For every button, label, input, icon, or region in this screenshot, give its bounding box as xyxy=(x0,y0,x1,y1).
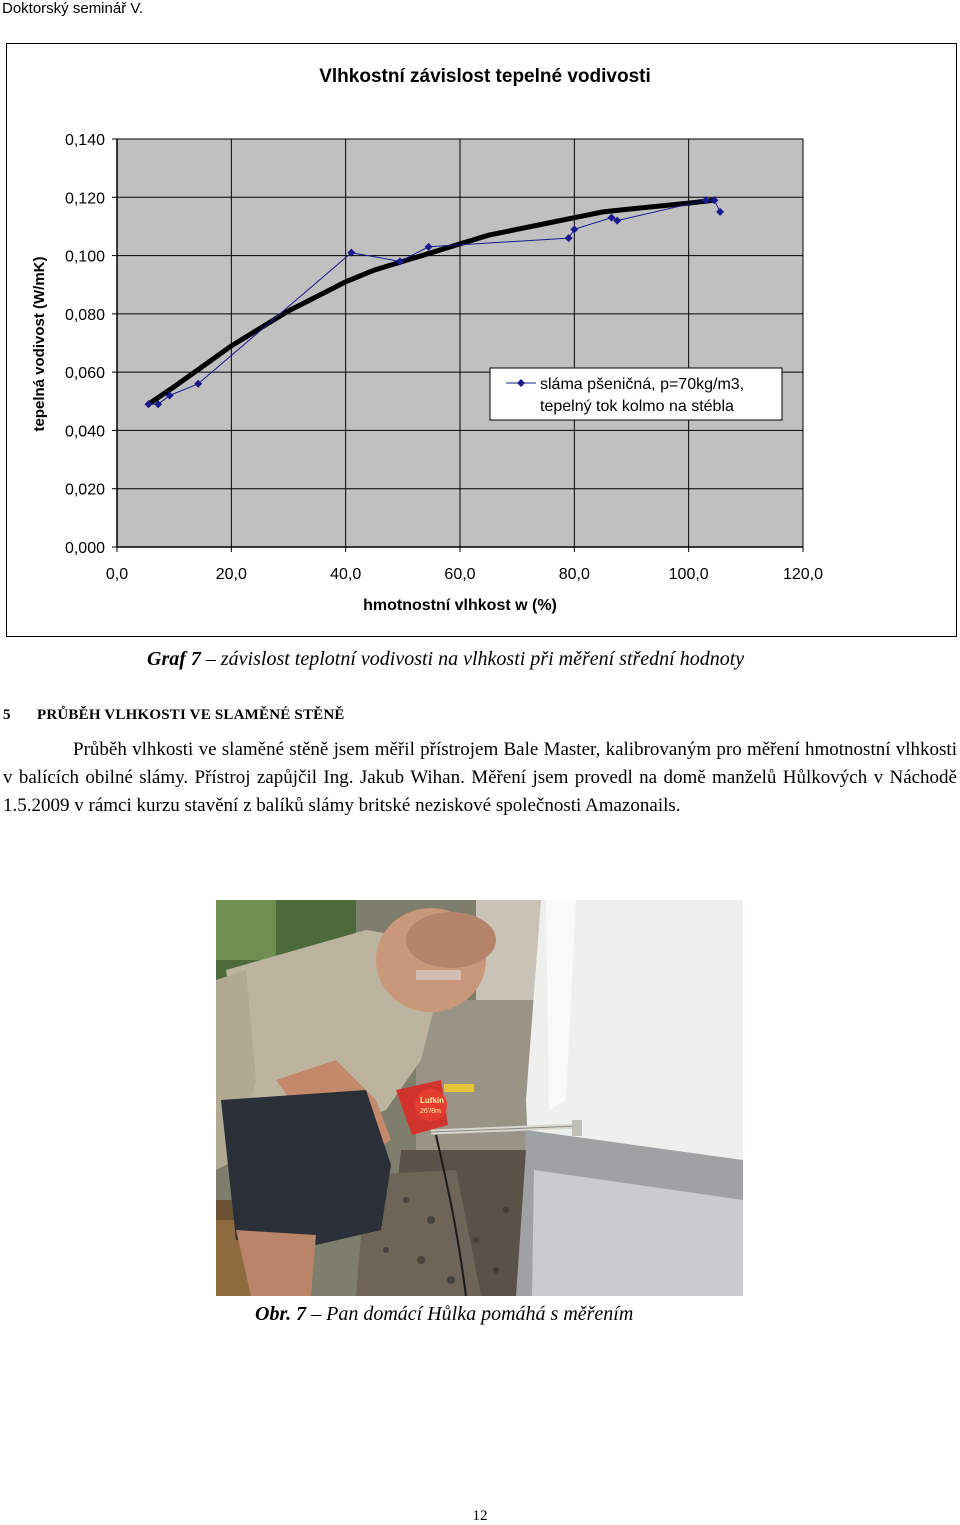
x-tick-label: 0,0 xyxy=(105,566,129,583)
y-tick-label: 0,120 xyxy=(64,190,105,208)
figure-caption-label: Graf 7 xyxy=(147,648,201,670)
y-tick-label: 0,020 xyxy=(64,481,105,499)
x-tick-label: 20,0 xyxy=(215,566,247,583)
x-tick-label: 80,0 xyxy=(558,566,590,583)
section-heading xyxy=(3,707,345,724)
figure-caption-text: – závislost teplotní vodivosti na vlhkosti při měření střední hodnoty xyxy=(200,648,745,670)
legend-entry-line-2: tepelný tok kolmo na stébla xyxy=(540,398,734,415)
y-tick-label: 0,080 xyxy=(64,306,105,324)
tape-brand-text: Lufkin xyxy=(420,1096,444,1105)
legend xyxy=(490,368,782,420)
chart-svg xyxy=(7,44,956,636)
chart-title: Vlhkostní závislost tepelné vodivosti xyxy=(319,66,651,87)
y-tick-label: 0,140 xyxy=(64,132,105,149)
photo-illustration xyxy=(216,900,743,1296)
photo-caption-text: – Pan domácí Hůlka pomáhá s měřením xyxy=(306,1303,634,1325)
moisture-conductivity-chart xyxy=(6,43,957,637)
legend-entry-line-1: sláma pšeničná, p=70kg/m3, xyxy=(540,376,745,393)
figure-caption xyxy=(147,648,744,671)
tape-size-text: 26'/8m xyxy=(420,1108,441,1115)
y-tick-label: 0,000 xyxy=(64,540,105,557)
running-header: Doktorský seminář V. xyxy=(2,0,144,17)
section-title: PRŮBĚH VLHKOSTI VE SLAMĚNÉ STĚNĚ xyxy=(37,707,345,723)
y-tick-label: 0,040 xyxy=(64,423,105,441)
x-tick-label: 60,0 xyxy=(444,566,476,583)
photo-caption-label: Obr. 7 xyxy=(255,1303,307,1325)
y-tick-label: 0,100 xyxy=(64,248,105,266)
x-tick-label: 40,0 xyxy=(330,566,362,583)
x-tick-label: 100,0 xyxy=(668,566,709,583)
photo-caption xyxy=(255,1303,633,1326)
x-axis-label: hmotnostní vlhkost w (%) xyxy=(363,597,557,614)
x-tick-label: 120,0 xyxy=(782,566,824,583)
y-tick-label: 0,060 xyxy=(64,365,105,383)
photo-measurement xyxy=(216,900,743,1296)
page-number: 12 xyxy=(472,1508,488,1524)
section-number: 5 xyxy=(3,707,11,723)
body-paragraph: Průběh vlhkosti ve slaměné stěně jsem měřil přístrojem Bale Master, kalibrovaným pro měření hmotnostní vlhkosti v balících obilné slámy. Přístroj zapůjčil Ing. Jakub Wihan. Měření jsem provedl na domě manželů Hůlkových v Náchodě 1.5.2009 v rámci kurzu stavění z balíků slámy britské neziskové společnosti Amazonails. xyxy=(3,739,957,816)
y-axis-label: tepelná vodivost (W/mK) xyxy=(31,256,48,432)
